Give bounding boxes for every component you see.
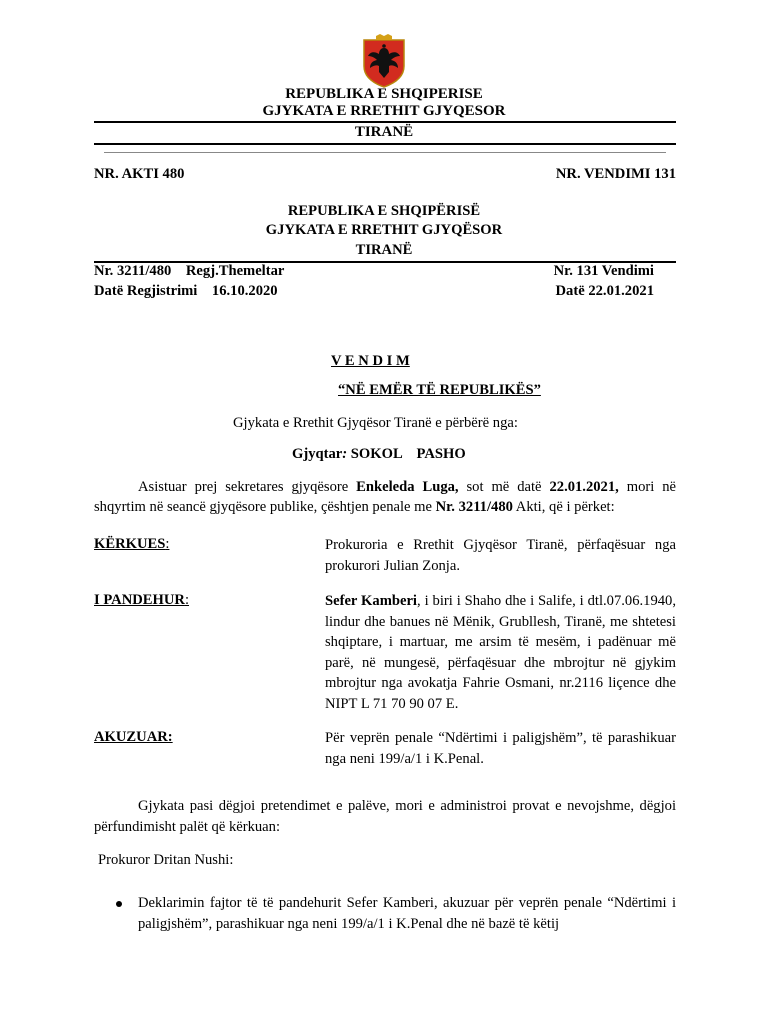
intro-text-3: mori në shqyrtim në seancë gjyqësore publike, çështjen penale me xyxy=(94,479,676,515)
judge-colon: : xyxy=(342,446,348,462)
header-city: TIRANË xyxy=(354,124,414,140)
kerkues-label-text: KËRKUES xyxy=(94,536,166,552)
judge-line xyxy=(292,446,466,463)
judge-label: Gjyqtar xyxy=(292,446,343,462)
pandehur-text xyxy=(325,591,676,714)
intro-text-4: Akti, që i përket: xyxy=(512,499,615,515)
header-divider-top xyxy=(94,121,676,123)
registry-date: Datë Regjistrimi 16.10.2020 xyxy=(94,283,278,299)
bullet-dot xyxy=(116,901,122,907)
decision-number: Nr. 131 Vendimi xyxy=(553,263,654,279)
intro-paragraph xyxy=(94,477,676,517)
secretary-name: Enkeleda Luga, xyxy=(356,479,459,495)
header-divider-bottom xyxy=(94,143,676,145)
registry-number: Nr. 3211/480 Regj.Themeltar xyxy=(94,263,285,279)
defendant-details: , i biri i Shaho dhe i Salife, i dtl.07.06.1940, lindur dhe banues në Mënik, Grubllesh, Tiranë, me shtetesi shqiptare, i martuar, me arsim të mesëm, i padënuar më parë, në mungesë, përfaqësuar dhe mbrojtur në gjykim mbrojtur nga avokatja Fahrie Osmani, nr.2116 liçence dhe NIPT L 71 70 90 07 E. xyxy=(325,593,676,712)
vendimi-number: NR. VENDIMI 131 xyxy=(555,166,676,182)
header2-court: GJYKATA E RRETHIT GJYQËSOR xyxy=(265,222,503,238)
case-number: Nr. 3211/480 xyxy=(435,499,513,515)
session-date: 22.01.2021, xyxy=(549,479,619,495)
kerkues-label xyxy=(94,536,169,553)
vendim-subtitle: “NË EMËR TË REPUBLIKËS” xyxy=(338,382,541,398)
judge-name: SOKOL PASHO xyxy=(347,446,466,462)
header-thin-line xyxy=(104,152,666,153)
pandehur-label xyxy=(94,592,189,609)
kerkues-colon: : xyxy=(165,536,170,552)
header2-republic: REPUBLIKA E SHQIPËRISË xyxy=(287,203,481,219)
akuzuar-label: AKUZUAR: xyxy=(94,729,173,745)
intro-text-2: sot më datë xyxy=(458,479,550,495)
header2-city: TIRANË xyxy=(355,242,413,258)
pandehur-label-text: I PANDEHUR xyxy=(94,592,185,608)
vendim-title: V E N D I M xyxy=(331,353,410,369)
kerkues-text: Prokuroria e Rrethit Gjyqësor Tiranë, përfaqësuar nga prokurori Julian Zonja. xyxy=(325,537,676,574)
akuzuar-text: Për veprën penale “Ndërtimi i paligjshëm”, të parashikuar nga neni 199/a/1 i K.Penal. xyxy=(325,730,676,767)
pandehur-colon: : xyxy=(184,592,190,608)
coat-of-arms-emblem xyxy=(362,34,406,88)
header-republic: REPUBLIKA E SHQIPERISE xyxy=(285,86,483,102)
akti-number: NR. AKTI 480 xyxy=(94,166,185,182)
decision-date: Datë 22.01.2021 xyxy=(555,283,654,299)
defendant-name: Sefer Kamberi xyxy=(325,593,417,609)
court-composed-text: Gjykata e Rrethit Gjyqësor Tiranë e përbërë nga: xyxy=(233,415,518,431)
body-paragraph: Gjykata pasi dëgjoi pretendimet e palëve, mori e administroi provat e nevojshme, dëgjoi përfundimisht palët që kërkuan: xyxy=(94,798,676,835)
header-court: GJYKATA E RRETHIT GJYQESOR xyxy=(262,103,506,119)
prosecutor-line: Prokuror Dritan Nushi: xyxy=(98,852,234,868)
bullet-item: Deklarimin fajtor të të pandehurit Sefer Kamberi, akuzuar për veprën penale “Ndërtimi i paligjshëm”, parashikuar nga neni 199/a/1 i K.Penal dhe në bazë të këtij xyxy=(138,895,676,932)
intro-text-1: Asistuar prej sekretares gjyqësore xyxy=(138,479,357,495)
